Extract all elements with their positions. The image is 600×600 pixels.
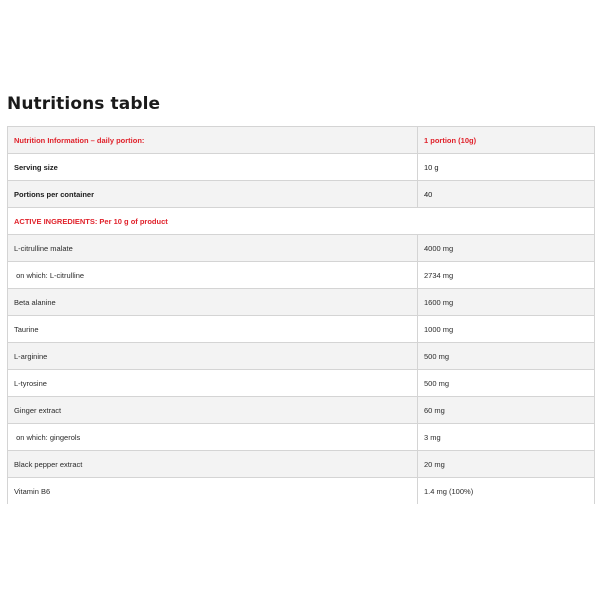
table-row bbox=[8, 181, 595, 208]
table-row bbox=[8, 343, 595, 370]
nutrition-table bbox=[7, 126, 595, 504]
ingredient-value: 3 mg bbox=[418, 424, 595, 451]
ingredient-name: Ginger extract bbox=[8, 397, 418, 424]
table-row bbox=[8, 154, 595, 181]
table-header-row bbox=[8, 127, 595, 154]
section-label: ACTIVE INGREDIENTS: Per 10 g of product bbox=[8, 208, 418, 235]
table-row bbox=[8, 289, 595, 316]
ingredient-value: 1000 mg bbox=[418, 316, 595, 343]
ingredient-name: Taurine bbox=[8, 316, 418, 343]
table-row bbox=[8, 478, 595, 505]
table-row bbox=[8, 316, 595, 343]
section-header-row bbox=[8, 208, 595, 235]
header-name-cell: Nutrition Information – daily portion: bbox=[8, 127, 418, 154]
portions-per-container-value: 40 bbox=[418, 181, 595, 208]
ingredient-name: Black pepper extract bbox=[8, 451, 418, 478]
section-empty-cell bbox=[418, 208, 595, 235]
ingredient-value: 1600 mg bbox=[418, 289, 595, 316]
ingredient-value: 60 mg bbox=[418, 397, 595, 424]
table-row bbox=[8, 397, 595, 424]
portions-per-container-label: Portions per container bbox=[8, 181, 418, 208]
ingredient-value: 500 mg bbox=[418, 370, 595, 397]
ingredient-value: 500 mg bbox=[418, 343, 595, 370]
ingredient-value: 4000 mg bbox=[418, 235, 595, 262]
table-row bbox=[8, 451, 595, 478]
table-row bbox=[8, 370, 595, 397]
table-row bbox=[8, 262, 595, 289]
ingredient-value: 2734 mg bbox=[418, 262, 595, 289]
ingredient-value: 1.4 mg (100%) bbox=[418, 478, 595, 505]
ingredient-name: Beta alanine bbox=[8, 289, 418, 316]
table-row bbox=[8, 424, 595, 451]
ingredient-name: Vitamin B6 bbox=[8, 478, 418, 505]
ingredient-name: on which: gingerols bbox=[8, 424, 418, 451]
page-title: Nutritions table bbox=[7, 94, 161, 114]
table-row bbox=[8, 235, 595, 262]
ingredient-name: L-tyrosine bbox=[8, 370, 418, 397]
ingredient-name: L-arginine bbox=[8, 343, 418, 370]
ingredient-name: L-citrulline malate bbox=[8, 235, 418, 262]
ingredient-value: 20 mg bbox=[418, 451, 595, 478]
header-value-cell: 1 portion (10g) bbox=[418, 127, 595, 154]
ingredient-name: on which: L-citrulline bbox=[8, 262, 418, 289]
serving-size-value: 10 g bbox=[418, 154, 595, 181]
serving-size-label: Serving size bbox=[8, 154, 418, 181]
